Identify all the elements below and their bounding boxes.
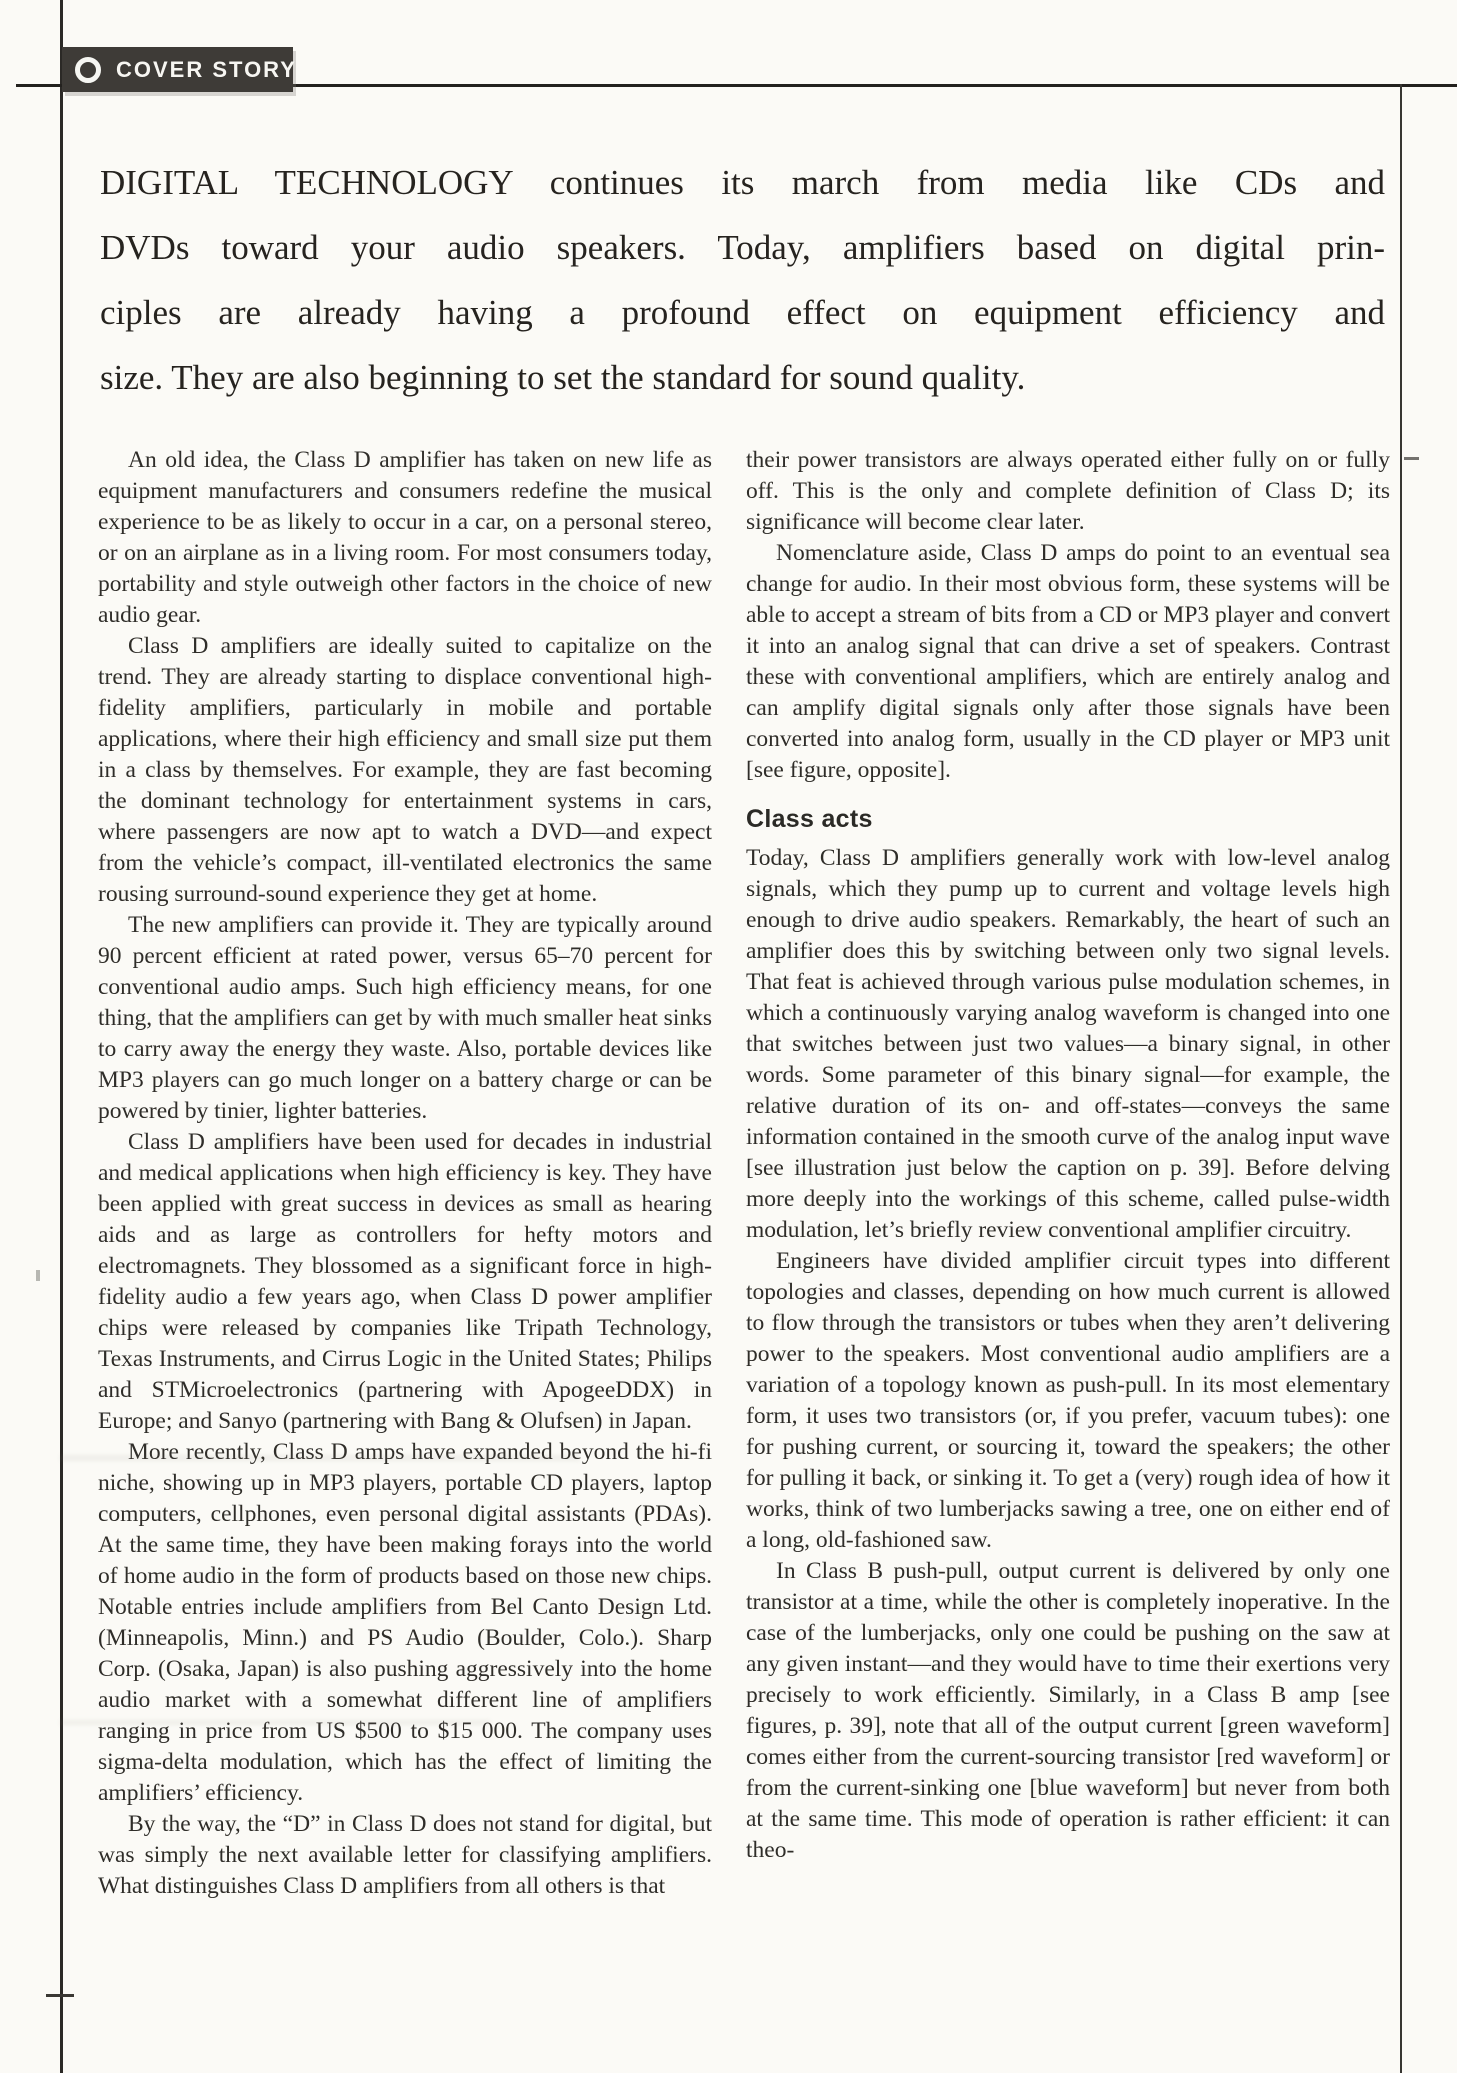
- margin-dash-right: [1404, 457, 1419, 460]
- section-heading-class-acts: Class acts: [746, 805, 873, 833]
- right-paragraph-2: Nomenclature aside, Class D amps do point to an eventual sea change for audio. In their most obvious form, these systems will be able to accept a stream of bits from a CD or MP3 player and convert it into an analog signal that can drive a set of speakers. Contrast these with conventional amplifiers, which are entirely analog and can amplify digital signals only after those signals have been converted into analog form, usually in the CD player or MP3 unit [see figure, opposite].: [746, 540, 1390, 783]
- left-paragraph-3: The new amplifiers can provide it. They are typically around 90 percent efficient at rated power, versus 65–70 percent for conventional audio amps. Such high efficiency means, for one thing, that the amplifiers can get by with much smaller heat sinks to carry away the energy they waste. Also, portable devices like MP3 players can go much longer on a battery charge or can be powered by tinier, lighter batteries.: [98, 912, 712, 1124]
- left-column: [98, 445, 712, 1902]
- margin-tick-bottom-left: [46, 1994, 74, 1997]
- badge-label: COVER STORY: [116, 56, 297, 82]
- right-column: [746, 445, 1390, 1866]
- margin-speck-left: [36, 1270, 40, 1281]
- intro-line-2: DVDs toward your audio speakers. Today, amplifiers based on digital prin-: [100, 228, 1385, 267]
- intro-line-4: size. They are also beginning to set the standard for sound quality.: [100, 358, 1026, 397]
- right-paragraph-4: Engineers have divided amplifier circuit types into different topologies and classes, depending on how much current is allowed to flow through the transistors or tubes when they aren’t delivering power to the speakers. Most conventional audio amplifiers are a variation of a topology known as push-pull. In its most elementary form, it uses two transistors (or, if you prefer, vacuum tubes): one for pushing current, or sourcing it, toward the speakers; the other for pulling it back, or sinking it. To get a (very) rough idea of how it works, think of two lumberjacks sawing a tree, one on either end of a long, old-fashioned saw.: [746, 1248, 1390, 1553]
- right-paragraph-3: Today, Class D amplifiers generally work with low-level analog signals, which they pump up to current and voltage levels high enough to drive audio speakers. Remarkably, the heart of such an amplifier does this by switching between only two signal levels. That feat is achieved through various pulse modulation schemes, in which a continuously varying analog waveform is changed into one that switches between just two values—a binary signal, in other words. Some parameter of this binary signal—for example, the relative duration of its on- and off-states—conveys the same information contained in the smooth curve of the analog input wave [see illustration just below the caption on p. 39]. Before delving more deeply into the workings of this scheme, called pulse-width modulation, let’s briefly review conventional amplifier circuitry.: [746, 845, 1390, 1243]
- left-paragraph-2: Class D amplifiers are ideally suited to capitalize on the trend. They are already starting to displace conventional high-fidelity amplifiers, particularly in mobile and portable applications, where their high efficiency and small size put them in a class by themselves. For example, they are fast becoming the dominant technology for entertainment systems in cars, where passengers are now apt to watch a DVD—and expect from the vehicle’s compact, ill-ventilated electronics the same rousing surround-sound experience they get at home.: [98, 633, 712, 907]
- left-margin-rule: [60, 0, 63, 2073]
- left-paragraph-4: Class D amplifiers have been used for decades in industrial and medical applications when high efficiency is key. They have been applied with great success in devices as small as hearing aids and as large as controllers for hefty motors and electromagnets. They blossomed as a significant force in high-fidelity audio a few years ago, when Class D power amplifier chips were released by companies like Tripath Technology, Texas Instruments, and Cirrus Logic in the United States; Philips and STMicroelectronics (partnering with ApogeeDDX) in Europe; and Sanyo (partnering with Bang & Olufsen) in Japan.: [98, 1129, 712, 1434]
- left-paragraph-6: By the way, the “D” in Class D does not stand for digital, but was simply the next available letter for classifying amplifiers. What distinguishes Class D amplifiers from all others is that: [98, 1811, 712, 1899]
- right-margin-rule: [1400, 84, 1402, 2073]
- scan-streak: [60, 1455, 580, 1461]
- right-paragraph-1: their power transistors are always operated either fully on or fully off. This is the only and complete definition of Class D; its significance will become clear later.: [746, 447, 1390, 535]
- article-intro: [100, 150, 1385, 410]
- cover-story-badge: [62, 47, 297, 92]
- intro-line-1: DIGITAL TECHNOLOGY continues its march from media like CDs and: [100, 163, 1385, 202]
- ring-icon: [75, 57, 101, 83]
- left-paragraph-1: An old idea, the Class D amplifier has taken on new life as equipment manufacturers and consumers redefine the musical experience to be as likely to occur in a car, on a personal stereo, or on an airplane as in a living room. For most consumers today, portability and style outweigh other factors in the choice of new audio gear.: [98, 447, 712, 628]
- scan-streak: [60, 1720, 490, 1725]
- left-paragraph-5: More recently, Class D amps have expanded beyond the hi-fi niche, showing up in MP3 players, portable CD players, laptop computers, cellphones, even personal digital assistants (PDAs). At the same time, they have been making forays into the world of home audio in the form of products based on those new chips. Notable entries include amplifiers from Bel Canto Design Ltd. (Minneapolis, Minn.) and PS Audio (Boulder, Colo.). Sharp Corp. (Osaka, Japan) is also pushing aggressively into the home audio market with a somewhat different line of amplifiers ranging in price from US $500 to $15 000. The company uses sigma-delta modulation, which has the effect of limiting the amplifiers’ efficiency.: [98, 1439, 712, 1806]
- right-paragraph-5: In Class B push-pull, output current is delivered by only one transistor at a time, while the other is completely inoperative. In the case of the lumberjacks, only one could be pushing on the saw at any given instant—and they would have to time their exertions very precisely to work efficiently. Similarly, in a Class B amp [see figures, p. 39], note that all of the output current [green waveform] comes either from the current-sourcing transistor [red waveform] or from the current-sinking one [blue waveform] but never from both at the same time. This mode of operation is rather efficient: it can theo-: [746, 1558, 1390, 1863]
- intro-line-3: ciples are already having a profound effect on equipment efficiency and: [100, 293, 1385, 332]
